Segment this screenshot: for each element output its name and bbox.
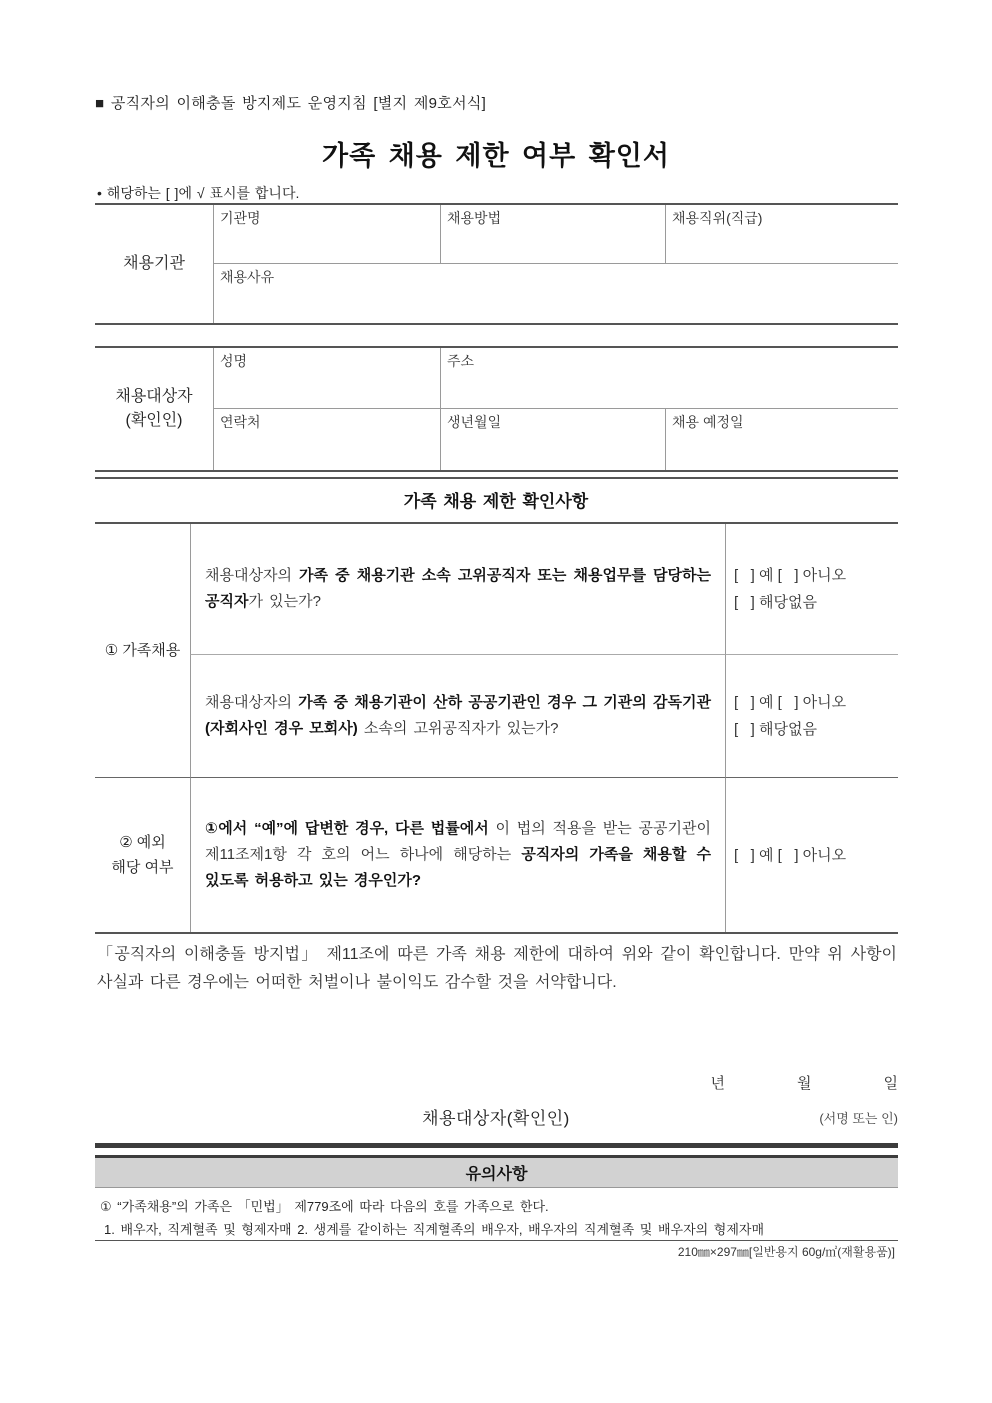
item2-label bbox=[95, 777, 190, 932]
field-hire-position: 채용직위(직급) bbox=[665, 205, 898, 263]
agency-table bbox=[95, 203, 898, 325]
field-address: 주소 bbox=[440, 348, 898, 408]
date-line bbox=[95, 1072, 898, 1093]
notice-line-1: ① “가족채용”의 가족은 「민법」 제779조에 따라 다음의 호를 가족으로 한다. bbox=[100, 1199, 549, 1214]
field-name: 성명 bbox=[213, 348, 440, 408]
page-title: 가족 채용 제한 여부 확인서 bbox=[322, 141, 670, 171]
candidate-row-label-line1: 채용대상자 bbox=[115, 388, 193, 405]
month-label: 월 bbox=[797, 1075, 812, 1092]
signature-note: (서명 또는 인) bbox=[819, 1111, 898, 1126]
notice-line-2: 1. 배우자, 직계혈족 및 형제자매 2. 생계를 같이하는 직계혈족의 배우자, 배우자의 직계혈족 및 배우자의 형제자매 bbox=[104, 1222, 765, 1237]
question-1-text: 채용대상자의 가족 중 채용기관 소속 고위공직자 또는 채용업무를 담당하는 공직자가 있는가? bbox=[190, 524, 725, 654]
item2-label-line2: 해당 여부 bbox=[111, 859, 174, 876]
question-3-answers bbox=[725, 777, 898, 932]
answer-not-applicable: [ ] 해당없음 bbox=[734, 594, 817, 611]
check-section-title: 가족 채용 제한 확인사항 bbox=[403, 492, 589, 511]
question-3-text: ①에서 “예”에 답변한 경우, 다른 법률에서 이 법의 적용을 받는 공공기관이 제11조제1항 각 호의 어느 하나에 해당하는 공직자의 가족을 채용할 수 있도록 허용하고 있는 경우인가? bbox=[190, 777, 725, 932]
fill-instruction: • 해당하는 [ ]에 √ 표시를 합니다. bbox=[97, 185, 300, 201]
answer-yes-no: [ ] 예 [ ] 아니오 bbox=[734, 694, 847, 711]
answer-yes-no: [ ] 예 [ ] 아니오 bbox=[734, 846, 847, 864]
question-2-text: 채용대상자의 가족 중 채용기관이 산하 공공기관인 경우 그 기관의 감독기관(자회사인 경우 모회사) 소속의 고위공직자가 있는가? bbox=[190, 654, 725, 777]
field-hire-reason: 채용사유 bbox=[213, 263, 898, 323]
candidate-table bbox=[95, 346, 898, 472]
notice-title: 유의사항 bbox=[95, 1155, 898, 1188]
paper-spec: 210㎜×297㎜[일반용지 60g/㎡(재활용품)] bbox=[677, 1245, 895, 1259]
field-birth-date: 생년월일 bbox=[440, 408, 665, 470]
field-hire-date: 채용 예정일 bbox=[665, 408, 898, 470]
declaration-text: 「공직자의 이해충돌 방지법」 제11조에 따른 가족 채용 제한에 대하여 위와 같이 확인합니다. 만약 위 사항이 사실과 다른 경우에는 어떠한 처벌이나 불이익도 감수할 것을 서약합니다. bbox=[97, 946, 897, 991]
candidate-row-label-line2: (확인인) bbox=[125, 412, 183, 429]
question-1-answers bbox=[725, 524, 898, 654]
question-2-answers bbox=[725, 654, 898, 777]
field-org-name: 기관명 bbox=[213, 205, 440, 263]
agency-row-label: 채용기관 bbox=[123, 255, 185, 272]
answer-not-applicable: [ ] 해당없음 bbox=[734, 721, 817, 738]
notice-top-bar bbox=[95, 1143, 898, 1148]
day-label: 일 bbox=[883, 1075, 898, 1092]
section-divider-line bbox=[95, 477, 898, 479]
doc-reference: ■ 공직자의 이해충돌 방지제도 운영지침 [별지 제9호서식] bbox=[95, 95, 487, 112]
item2-label-line1: ② 예외 bbox=[119, 833, 166, 851]
notice-bottom-line bbox=[95, 1240, 898, 1241]
field-contact: 연락처 bbox=[213, 408, 440, 470]
item1-label: ① 가족채용 bbox=[104, 641, 181, 659]
check-table bbox=[95, 522, 898, 934]
answer-yes-no: [ ] 예 [ ] 아니오 bbox=[734, 567, 847, 584]
field-hire-method: 채용방법 bbox=[440, 205, 665, 263]
signer-label: 채용대상자(확인인) bbox=[422, 1109, 570, 1128]
candidate-row-label bbox=[95, 348, 213, 470]
year-label: 년 bbox=[710, 1075, 725, 1092]
